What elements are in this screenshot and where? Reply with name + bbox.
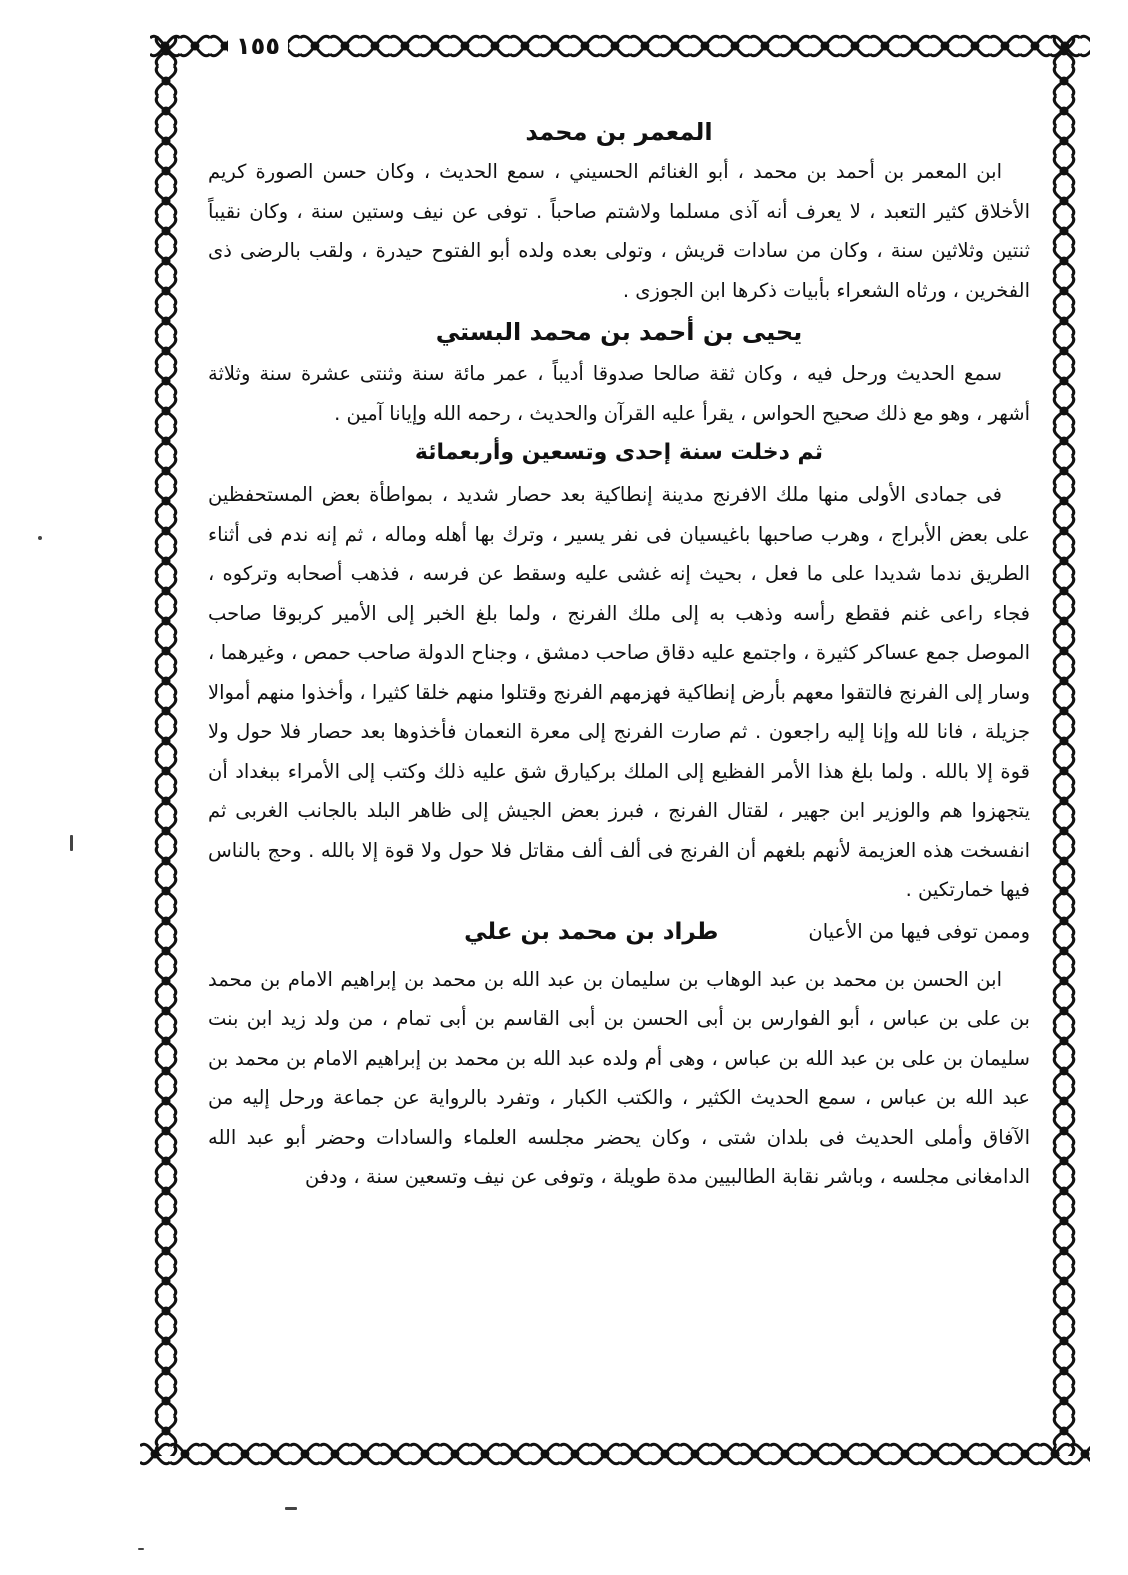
chain-knot — [1061, 138, 1067, 144]
notable-name: طراد بن محمد بن علي — [464, 918, 719, 945]
chain-knot — [1061, 858, 1067, 864]
chain-knot — [1061, 168, 1067, 174]
chain-knot — [163, 798, 169, 804]
chain-knot — [432, 43, 438, 49]
chain-knot — [163, 678, 169, 684]
chain-knot — [1061, 1068, 1067, 1074]
chain-knot — [1061, 1008, 1067, 1014]
chain-knot — [163, 78, 169, 84]
chain-knot — [1022, 1451, 1028, 1457]
section-heading: المعمر بن محمد — [525, 118, 713, 146]
chain-knot — [163, 1248, 169, 1254]
chain-knot — [163, 558, 169, 564]
scan-speck — [285, 1507, 297, 1510]
chain-knot — [242, 1451, 248, 1457]
chain-knot — [492, 43, 498, 49]
chain-knot — [1061, 318, 1067, 324]
chain-knot — [312, 43, 318, 49]
chain-knot — [1061, 408, 1067, 414]
chain-knot — [163, 1428, 169, 1434]
chain-knot — [642, 43, 648, 49]
chain-knot — [1061, 1278, 1067, 1284]
chain-knot — [812, 1451, 818, 1457]
chain-knot — [163, 228, 169, 234]
chain-knot — [163, 918, 169, 924]
chain-knot — [1061, 1428, 1067, 1434]
chain-knot — [1061, 1128, 1067, 1134]
chain-knot — [1061, 528, 1067, 534]
chain-knot — [163, 588, 169, 594]
chain-knot — [1061, 1398, 1067, 1404]
chain-knot — [1061, 498, 1067, 504]
chain-knot — [163, 498, 169, 504]
chain-knot — [1061, 108, 1067, 114]
chain-knot — [932, 1451, 938, 1457]
decorative-border-bottom — [140, 1438, 1090, 1470]
chain-knot — [1061, 828, 1067, 834]
chain-knot — [1061, 618, 1067, 624]
chain-knot — [1061, 558, 1067, 564]
page-content — [208, 112, 1030, 1197]
chain-knot — [692, 1451, 698, 1457]
chain-knot — [1061, 738, 1067, 744]
chain-knot — [1061, 888, 1067, 894]
chain-knot — [632, 1451, 638, 1457]
chain-knot — [392, 1451, 398, 1457]
chain-knot — [182, 1451, 188, 1457]
chain-knot — [422, 1451, 428, 1457]
chain-knot — [602, 1451, 608, 1457]
chain-knot — [163, 828, 169, 834]
chain-knot — [192, 43, 198, 49]
chain-knot — [1061, 48, 1067, 54]
chain-knot — [163, 198, 169, 204]
chain-knot — [163, 648, 169, 654]
chain-knot — [942, 43, 948, 49]
chain-knot — [163, 1218, 169, 1224]
chain-knot — [163, 858, 169, 864]
chain-knot — [1082, 1451, 1088, 1457]
notables-heading-row — [208, 912, 1030, 952]
chain-knot — [1061, 258, 1067, 264]
chain-knot — [163, 168, 169, 174]
chain-knot — [402, 43, 408, 49]
chain-knot — [1061, 78, 1067, 84]
chain-knot — [1061, 1188, 1067, 1194]
chain-knot — [882, 43, 888, 49]
chain-knot — [163, 1098, 169, 1104]
chain-knot — [542, 1451, 548, 1457]
scan-speck — [38, 536, 42, 540]
chain-knot — [512, 1451, 518, 1457]
chain-knot — [972, 43, 978, 49]
chain-knot — [163, 1398, 169, 1404]
chain-knot — [372, 43, 378, 49]
chain-knot — [1061, 1098, 1067, 1104]
chain-knot — [462, 43, 468, 49]
chain-knot — [1061, 378, 1067, 384]
section-paragraph: ابن المعمر بن أحمد بن محمد ، أبو الغنائم الحسيني ، سمع الحديث ، وكان حسن الصورة كريم الأخلاق كثير التعبد ، لا يعرف أنه آذى مسلما ولاشتم صاحباً . توفى عن نيف وستين سنة ، وكان نقيباً ثنتين وثلاثين سنة ، وكان من سادات قريش ، وتولى بعده ولده أبو الفتوح حيدرة ، ولقب بالرضى ذى الفخرين ، ورثاه الشعراء بأبيات ذكرها ابن الجوزى . — [208, 160, 1030, 302]
chain-knot — [1061, 948, 1067, 954]
chain-knot — [163, 948, 169, 954]
chain-knot — [1061, 1308, 1067, 1314]
chain-knot — [163, 1128, 169, 1134]
chain-knot — [163, 408, 169, 414]
chain-knot — [1061, 1248, 1067, 1254]
chain-knot — [362, 1451, 368, 1457]
chain-knot — [752, 1451, 758, 1457]
section-paragraph: ابن الحسن بن محمد بن عبد الوهاب بن سليمان بن عبد الله بن محمد بن إبراهيم الامام بن محمد بن على بن عباس ، أبو الفوارس بن أبى الحسن بن أبى القاسم بن أبى تمام ، من ولد زيد ابن بنت سليمان بن على بن عبد الله بن عباس ، وهى أم ولده عبد الله بن محمد بن إبراهيم الامام بن محمد بن عبد الله بن عباس ، سمع الحديث الكثير ، والكتب الكبار ، وتفرد بالرواية عن جماعة ورحل إليه من الآفاق وأملى الحديث فى بلدان شتى ، وكان يحضر مجلسه العلماء والسادات وحضر أبو عبد الله الدامغانى مجلسه ، وباشر نقابة الطالبيين مدة طويلة ، وتوفى عن نيف وتسعين سنة ، ودفن — [208, 967, 1030, 1188]
chain-knot — [522, 43, 528, 49]
decorative-border-top — [150, 30, 1090, 62]
chain-knot — [342, 43, 348, 49]
chain-knot — [272, 1451, 278, 1457]
section-paragraph: سمع الحديث ورحل فيه ، وكان ثقة صالحا صدوقا أديباً ، عمر مائة سنة وثنتى عشرة سنة وثلاثة أشهر ، وهو مع ذلك صحيح الحواس ، يقرأ عليه القرآن والحديث ، رحمه الله وإيانا آمين . — [208, 362, 1030, 425]
chain-knot — [163, 978, 169, 984]
chain-knot — [163, 438, 169, 444]
chain-knot — [912, 43, 918, 49]
chain-knot — [992, 1451, 998, 1457]
chain-knot — [163, 1158, 169, 1164]
chain-knot — [1061, 1218, 1067, 1224]
chain-knot — [552, 43, 558, 49]
chain-knot — [163, 1308, 169, 1314]
chain-knot — [302, 1451, 308, 1457]
chain-knot — [732, 43, 738, 49]
chain-knot — [163, 1368, 169, 1374]
chain-knot — [1061, 708, 1067, 714]
chain-knot — [1061, 978, 1067, 984]
chain-knot — [702, 43, 708, 49]
chain-knot — [1061, 1158, 1067, 1164]
chain-knot — [163, 708, 169, 714]
chain-knot — [762, 43, 768, 49]
chain-knot — [1061, 228, 1067, 234]
chain-knot — [452, 1451, 458, 1457]
chain-knot — [163, 1008, 169, 1014]
chain-knot — [662, 1451, 668, 1457]
chain-knot — [163, 348, 169, 354]
year-heading: ثم دخلت سنة إحدى وتسعين وأربعمائة — [414, 440, 824, 465]
chain-knot — [902, 1451, 908, 1457]
chain-knot — [163, 738, 169, 744]
chain-knot — [1061, 348, 1067, 354]
chain-knot — [822, 43, 828, 49]
section-heading: يحيى بن أحمد بن محمد البستي — [435, 318, 803, 346]
chain-knot — [612, 43, 618, 49]
chain-knot — [163, 1188, 169, 1194]
chain-knot — [672, 43, 678, 49]
chain-knot — [1061, 468, 1067, 474]
chain-knot — [482, 1451, 488, 1457]
chain-knot — [1061, 798, 1067, 804]
chain-knot — [163, 468, 169, 474]
chain-knot — [163, 318, 169, 324]
chain-knot — [163, 288, 169, 294]
scan-speck — [70, 835, 73, 851]
chain-knot — [163, 768, 169, 774]
chain-knot — [163, 108, 169, 114]
chain-knot — [1061, 1338, 1067, 1344]
chain-knot — [332, 1451, 338, 1457]
section-paragraph: فى جمادى الأولى منها ملك الافرنج مدينة إنطاكية بعد حصار شديد ، بمواطأة بعض المستحفظين على بعض الأبراج ، وهرب صاحبها باغيسيان فى نفر يسير ، وترك بها أهله وماله ، ثم إنه ندم فى أثناء الطريق ندما شديدا على ما فعل ، بحيث إنه غشى عليه وسقط عن فرسه ، فذهب أصحابه وتركوه ، فجاء راعى غنم فقطع رأسه وذهب به إلى ملك الفرنج ، ولما بلغ الخبر إلى الأمير كربوقا صاحب الموصل جمع عساكر كثيرة ، واجتمع عليه دقاق صاحب دمشق ، وجناح الدولة صاحب حمص ، وغيرهما ، وسار إلى الفرنج فالتقوا معهم بأرض إنطاكية فهزمهم الفرنج وقتلوا منهم خلقا كثيرا ، وأخذوا منهم أموالا جزيلة ، فانا لله وإنا إليه راجعون . ثم صارت الفرنج إلى معرة النعمان فأخذوها بعد حصار فلا حول ولا قوة إلا بالله . ولما بلغ هذا الأمر الفظيع إلى الملك بركيارق شق عليه ذلك وكتب إلى الأمراء ببغداد أن يتجهزوا هم والوزير ابن جهير ، لقتال الفرنج ، فبرز بعض الجيش إلى ظاهر البلد بالجانب الغربى ثم انفسخت هذه العزيمة لأنهم بلغهم أن الفرنج فى ألف ألف مقاتل فلا حول ولا قوة إلا بالله . وحج بالناس فيها خمارتكين . — [208, 483, 1030, 901]
chain-knot — [163, 138, 169, 144]
chain-knot — [582, 43, 588, 49]
chain-knot — [1061, 678, 1067, 684]
chain-knot — [722, 1451, 728, 1457]
chain-knot — [1002, 43, 1008, 49]
decorative-border-left — [150, 36, 182, 1456]
chain-knot — [1061, 1038, 1067, 1044]
chain-knot — [792, 43, 798, 49]
chain-knot — [163, 1338, 169, 1344]
chain-knot — [1032, 43, 1038, 49]
chain-knot — [163, 888, 169, 894]
chain-knot — [163, 48, 169, 54]
chain-knot — [163, 1068, 169, 1074]
chain-knot — [842, 1451, 848, 1457]
chain-knot — [163, 1038, 169, 1044]
chain-knot — [1061, 768, 1067, 774]
chain-knot — [1061, 918, 1067, 924]
page-number: ١٥٥ — [228, 32, 288, 60]
chain-knot — [1061, 288, 1067, 294]
chain-knot — [163, 258, 169, 264]
chain-knot — [782, 1451, 788, 1457]
notables-lead: وممن توفى فيها من الأعيان — [808, 920, 1030, 943]
chain-knot — [212, 1451, 218, 1457]
chain-knot — [572, 1451, 578, 1457]
chain-knot — [1061, 588, 1067, 594]
chain-knot — [163, 528, 169, 534]
chain-knot — [962, 1451, 968, 1457]
chain-knot — [852, 43, 858, 49]
scan-speck — [138, 1548, 144, 1550]
chain-knot — [872, 1451, 878, 1457]
chain-knot — [1061, 648, 1067, 654]
chain-knot — [1061, 198, 1067, 204]
chain-knot — [1061, 1368, 1067, 1374]
decorative-border-right — [1048, 36, 1080, 1456]
chain-knot — [163, 1278, 169, 1284]
chain-knot — [1061, 438, 1067, 444]
chain-knot — [163, 378, 169, 384]
chain-knot — [163, 618, 169, 624]
